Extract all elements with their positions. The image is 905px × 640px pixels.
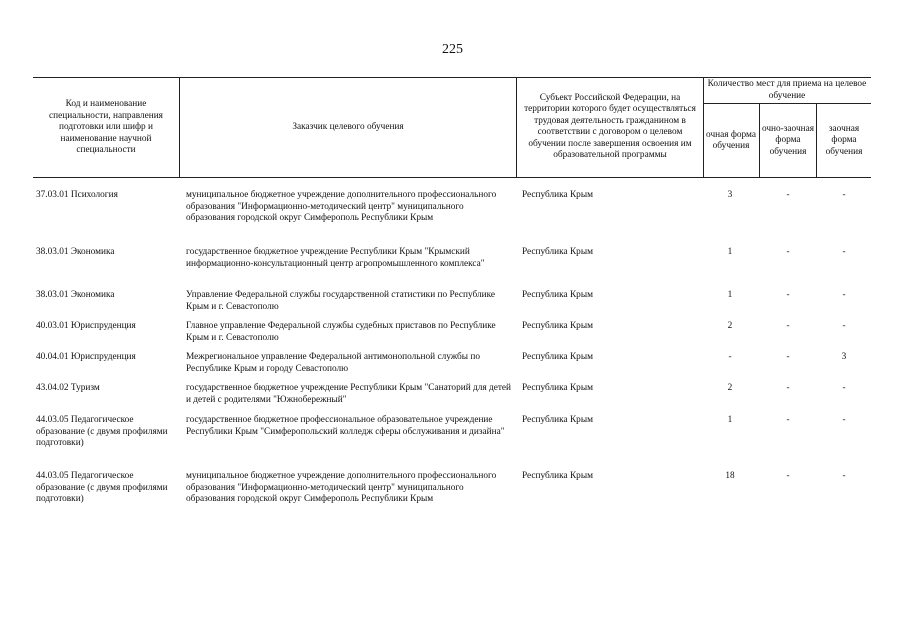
header-divider <box>516 77 517 177</box>
header-part-time: очно-заочная форма обучения <box>761 123 815 157</box>
header-top-rule <box>33 77 871 78</box>
row-customer: Главное управление Федеральной службы судебных приставов по Республике Крым и г. Севастополю <box>186 321 496 343</box>
row-full-time: 1 <box>727 247 733 257</box>
row-part-time: - <box>786 383 790 393</box>
header-divider <box>816 103 817 177</box>
row-customer: государственное бюджетное профессиональное образовательное учреждение Республики Крым "Симферопольский колледж сферы обслуживания и дизайна" <box>186 415 505 437</box>
row-code: 37.03.01 Психология <box>36 190 118 200</box>
row-full-time: 18 <box>725 471 735 481</box>
row-code: 38.03.01 Экономика <box>36 247 115 257</box>
row-subject: Республика Крым <box>522 383 593 393</box>
row-full-time: 1 <box>727 415 733 425</box>
header-extramural: заочная форма обучения <box>825 123 863 157</box>
row-code: 40.04.01 Юриспруденция <box>36 352 136 362</box>
header-divider <box>703 77 704 177</box>
row-part-time: - <box>786 471 790 481</box>
row-full-time: - <box>728 352 732 362</box>
row-full-time: 1 <box>727 290 733 300</box>
row-subject: Республика Крым <box>522 415 593 425</box>
row-customer: муниципальное бюджетное учреждение дополнительного профессионального образования "Информационно-методический центр" муниципального образования городской округ Симферополь Республики Крым <box>186 190 497 223</box>
row-customer: государственное бюджетное учреждение Республики Крым "Санаторий для детей и детей с родителями "Южнобережный" <box>186 383 511 405</box>
row-extramural: - <box>842 247 846 257</box>
row-part-time: - <box>786 352 790 362</box>
row-full-time: 2 <box>727 321 733 331</box>
row-extramural: - <box>842 471 846 481</box>
row-extramural: - <box>842 190 846 200</box>
row-customer: Межрегиональное управление Федеральной антимонопольной службы по Республике Крым и городу Севастополю <box>186 352 480 374</box>
row-full-time: 3 <box>727 190 733 200</box>
row-subject: Республика Крым <box>522 321 593 331</box>
row-subject: Республика Крым <box>522 352 593 362</box>
header-subrule <box>703 103 871 104</box>
header-divider <box>759 103 760 177</box>
row-customer: муниципальное бюджетное учреждение дополнительного профессионального образования "Информационно-методический центр" муниципального образования городской округ Симферополь Республики Крым <box>186 471 497 504</box>
row-full-time: 2 <box>727 383 733 393</box>
row-part-time: - <box>786 247 790 257</box>
header-full-time: очная форма обучения <box>706 129 756 151</box>
header-customer: Заказчик целевого обучения <box>292 122 404 133</box>
row-part-time: - <box>786 290 790 300</box>
row-code: 43.04.02 Туризм <box>36 383 100 393</box>
header-subject: Субъект Российской Федерации, на территории которого будет осуществляться трудовая деятельность гражданином в соответствии с договором о целевом обучении после завершения освоения им образовательной программы <box>524 92 696 160</box>
row-subject: Республика Крым <box>522 190 593 200</box>
row-code: 40.03.01 Юриспруденция <box>36 321 136 331</box>
row-extramural: - <box>842 415 846 425</box>
row-subject: Республика Крым <box>522 247 593 257</box>
row-extramural: - <box>842 321 846 331</box>
row-code: 44.03.05 Педагогическое образование (с двумя профилями подготовки) <box>36 415 168 448</box>
header-places: Количество мест для приема на целевое обучение <box>707 79 867 101</box>
row-extramural: - <box>842 383 846 393</box>
row-code: 44.03.05 Педагогическое образование (с двумя профилями подготовки) <box>36 471 168 504</box>
row-code: 38.03.01 Экономика <box>36 290 115 300</box>
header-bottom-rule <box>33 177 871 178</box>
header-divider <box>179 77 180 177</box>
row-subject: Республика Крым <box>522 471 593 481</box>
row-extramural: - <box>842 290 846 300</box>
row-extramural: 3 <box>841 352 847 362</box>
row-customer: государственное бюджетное учреждение Республики Крым "Крымский информационно-консультационный центр агропромышленного комплекса" <box>186 247 485 269</box>
row-customer: Управление Федеральной службы государственной статистики по Республике Крым и г. Севастополю <box>186 290 496 312</box>
page-number: 225 <box>442 42 463 57</box>
row-part-time: - <box>786 321 790 331</box>
row-subject: Республика Крым <box>522 290 593 300</box>
row-part-time: - <box>786 415 790 425</box>
header-code: Код и наименование специальности, направления подготовки или шифр и наименование научной специальности <box>49 99 163 156</box>
row-part-time: - <box>786 190 790 200</box>
